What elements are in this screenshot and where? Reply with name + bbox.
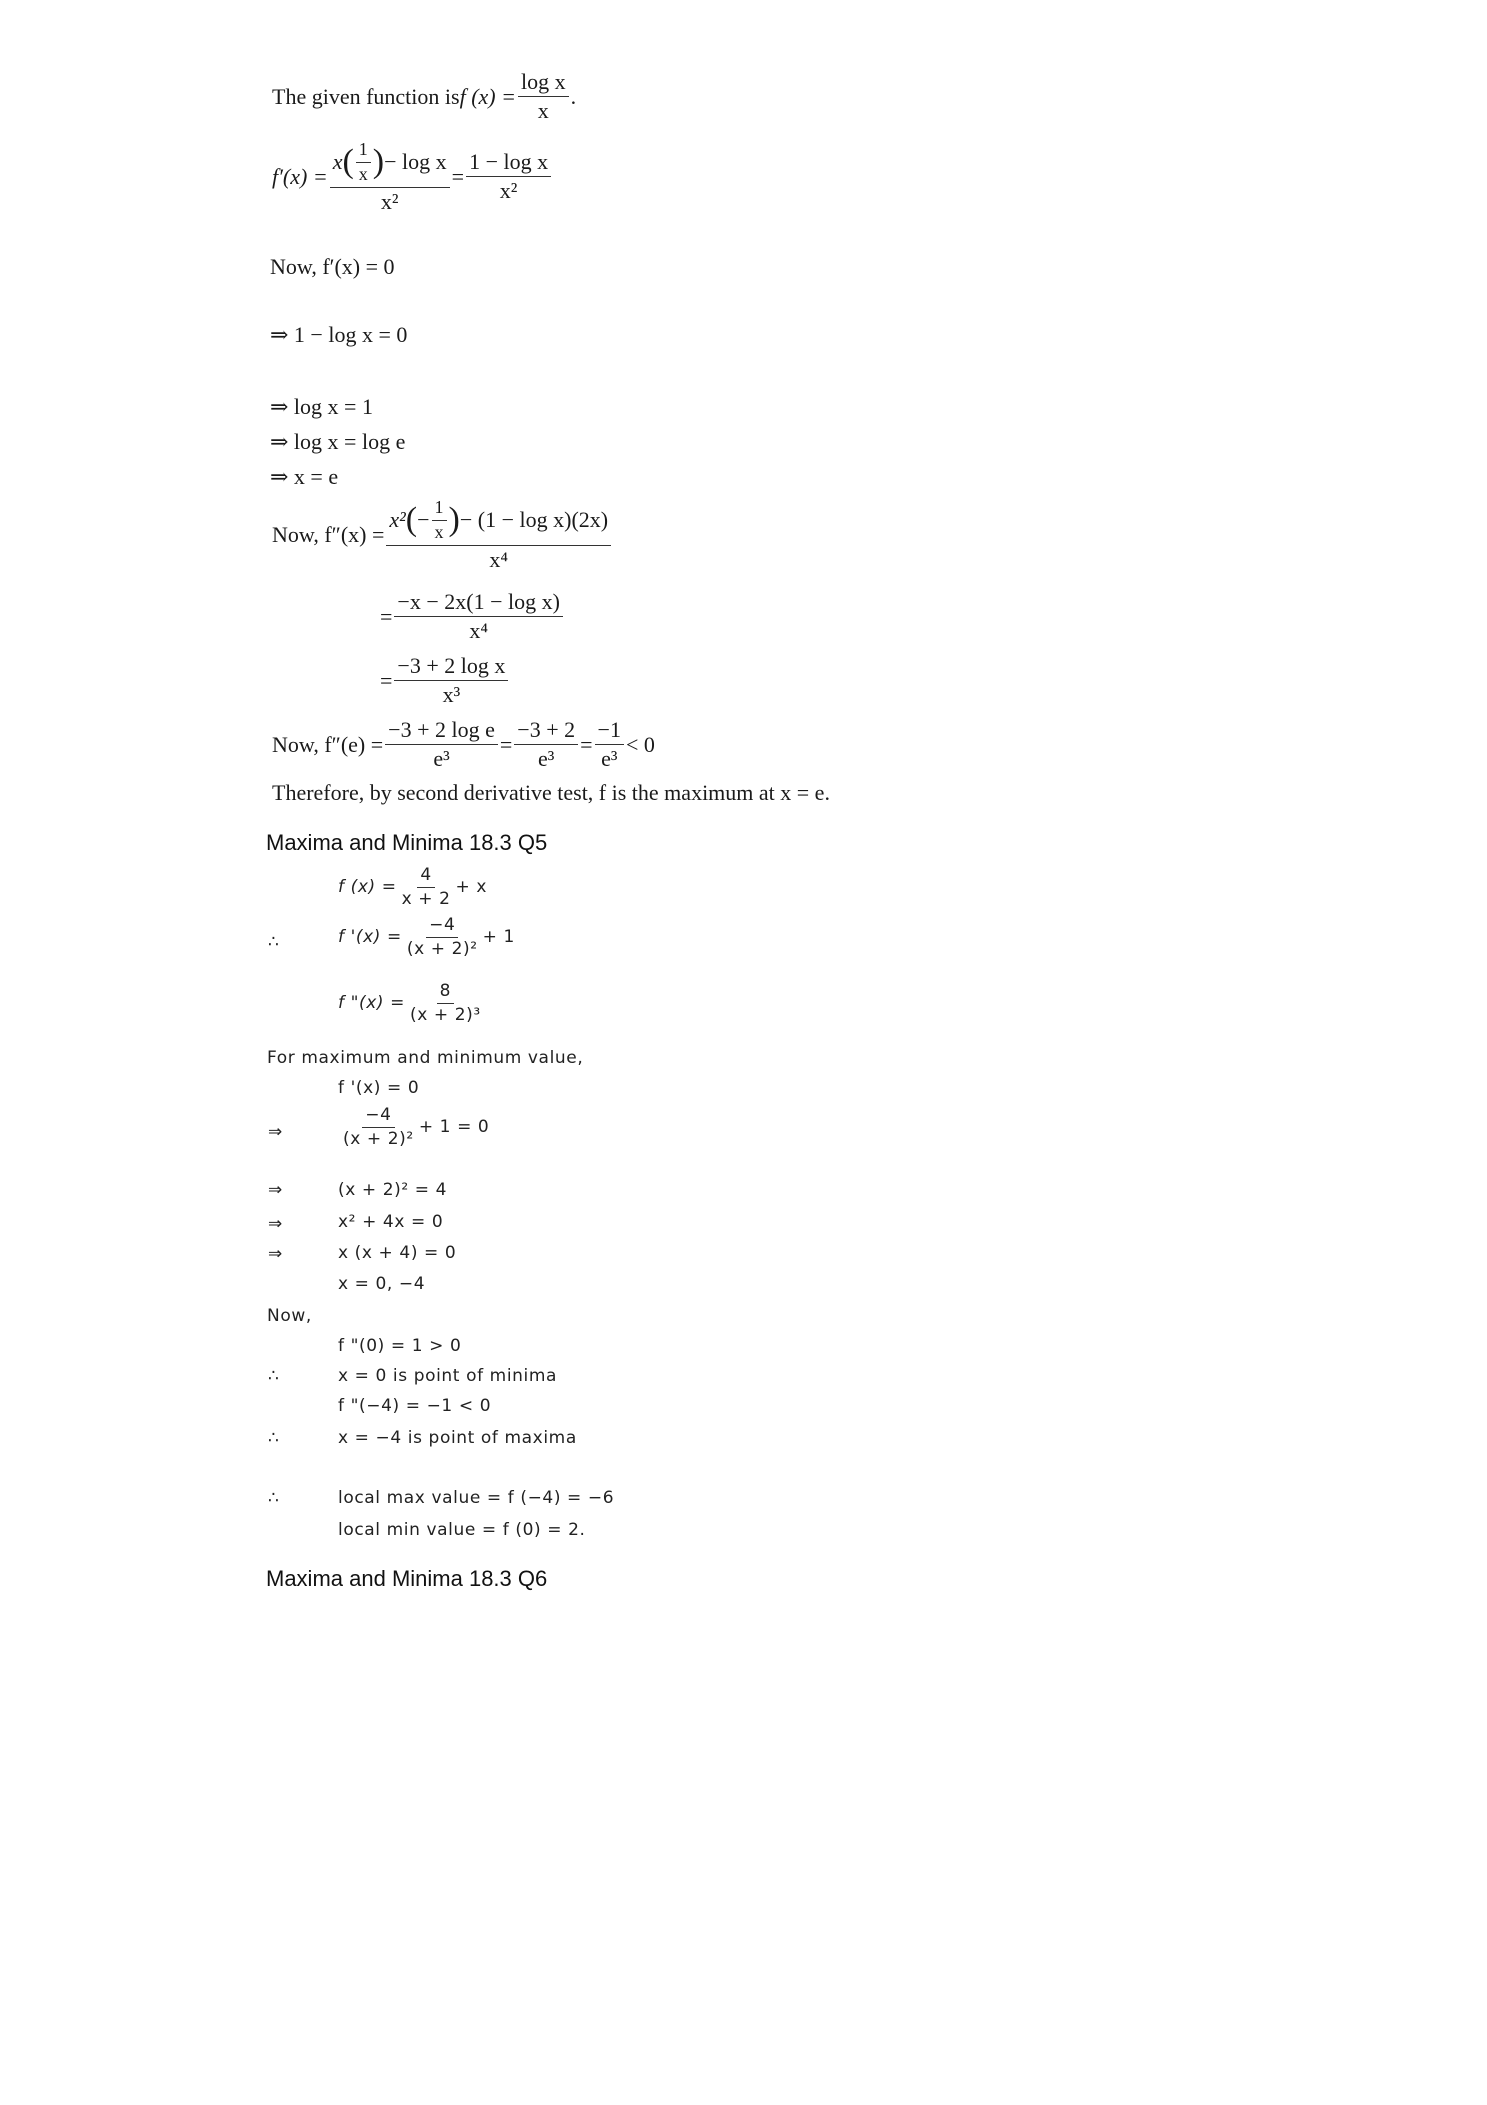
q5-f1-den: (x + 2)² xyxy=(406,938,478,959)
fprime-inner-fraction xyxy=(356,140,371,185)
fdd-e-frac3 xyxy=(595,718,624,771)
equals-sign: = xyxy=(580,731,593,757)
fdd-inner-den: x xyxy=(434,521,444,542)
fprime-x: x xyxy=(332,149,343,175)
intro-frac-num: log x xyxy=(518,70,569,97)
q5-f1-tail: + 1 xyxy=(482,927,515,948)
fdd-num-b: − (1 − log x)(2x) xyxy=(459,507,609,533)
for-max-min-text: For maximum and minimum value, xyxy=(267,1048,584,1068)
q5-f-num: 4 xyxy=(417,866,434,888)
fprime-fraction xyxy=(330,140,450,214)
f-x-label: f (x) = xyxy=(459,83,516,109)
q5-step2: (x + 2)² = 4 xyxy=(338,1180,448,1200)
fdd-step2-den: x⁴ xyxy=(469,618,488,644)
intro-frac-den: x xyxy=(537,98,549,124)
q5-step3: x² + 4x = 0 xyxy=(338,1212,444,1232)
fdd-step2-num: −x − 2x(1 − log x) xyxy=(394,590,563,617)
equals-sign: = xyxy=(380,667,393,693)
q6-heading: Maxima and Minima 18.3 Q6 xyxy=(266,1566,548,1591)
fdd-num-a: x² xyxy=(389,507,406,533)
fdd-inner-num: 1 xyxy=(432,498,447,521)
q5-test1: f "(0) = 1 > 0 xyxy=(338,1336,462,1356)
fdd-den: x⁴ xyxy=(489,546,509,572)
equals-sign: = xyxy=(499,731,513,757)
q5-s1-tail: + 1 = 0 xyxy=(418,1117,490,1138)
paren-close: ) xyxy=(448,501,460,539)
q5-step5: x = 0, −4 xyxy=(338,1274,426,1294)
implies-symbol: ⇒ xyxy=(268,1122,283,1142)
paren-open: ( xyxy=(405,501,418,539)
q5-f1-num: −4 xyxy=(426,916,458,938)
q5-f1-lhs: f '(x) = xyxy=(338,927,402,948)
q5-f1-fraction xyxy=(404,916,481,958)
q5-step1 xyxy=(338,1106,489,1148)
intro-fraction xyxy=(518,70,569,123)
q5-f1-zero: f '(x) = 0 xyxy=(338,1078,420,1098)
implies-line-1: ⇒ 1 − log x = 0 xyxy=(270,322,408,347)
fdd-e-lhs: Now, f″(e) = xyxy=(272,731,384,757)
now-fprime-zero: Now, f′(x) = 0 xyxy=(270,254,395,279)
fdd-equation xyxy=(272,498,613,572)
q5-test5: local max value = f (−4) = −6 xyxy=(338,1488,615,1508)
fprime-result-fraction xyxy=(466,150,551,203)
q5-s1-num: −4 xyxy=(362,1106,394,1128)
implies-line-3: ⇒ log x = log e xyxy=(270,429,406,454)
fprime-lhs: f′(x) = xyxy=(272,163,328,189)
fdd-e-num1: −3 + 2 log e xyxy=(385,718,498,745)
fprime-res-num: 1 − log x xyxy=(466,150,551,177)
q5-s1-fraction xyxy=(340,1106,417,1148)
q5-f2-lhs: f "(x) = xyxy=(338,993,405,1014)
q5-test3: f "(−4) = −1 < 0 xyxy=(338,1396,492,1416)
fprime-num xyxy=(330,140,450,188)
fprime-res-den: x² xyxy=(499,178,518,204)
fdd-step3-den: x³ xyxy=(442,682,461,708)
fdd-fraction xyxy=(386,498,611,572)
fdd-e-den3: e³ xyxy=(601,746,618,772)
q5-now: Now, xyxy=(267,1306,312,1326)
q5-test4: x = −4 is point of maxima xyxy=(338,1428,577,1448)
q5-f2-den: (x + 2)³ xyxy=(409,1004,481,1025)
fdd-step3-num: −3 + 2 log x xyxy=(394,654,508,681)
fprime-inner-num: 1 xyxy=(356,140,371,163)
paren-close: ) xyxy=(372,143,385,181)
fdd-lhs: Now, f″(x) = xyxy=(272,521,385,547)
fdd-step3 xyxy=(380,654,510,707)
q5-f-def xyxy=(338,866,487,908)
paren-open: ( xyxy=(342,143,354,181)
q5-f2-num: 8 xyxy=(437,982,454,1004)
q5-s1-den: (x + 2)² xyxy=(343,1128,414,1149)
fdd-e-tail: < 0 xyxy=(625,731,655,757)
q5-f2-fraction xyxy=(407,982,484,1024)
therefore-symbol: ∴ xyxy=(268,1428,280,1448)
fdd-e-den2: e³ xyxy=(538,746,555,772)
fdd-step3-fraction xyxy=(394,654,508,707)
fdd-e-den1: e³ xyxy=(433,746,450,772)
implies-line-2: ⇒ log x = 1 xyxy=(270,394,373,419)
equals-sign: = xyxy=(380,603,393,629)
intro-text: The given function is xyxy=(272,83,460,109)
intro-line xyxy=(272,70,576,123)
conclusion-text: Therefore, by second derivative test, f is the maximum at x = e. xyxy=(272,780,830,805)
therefore-symbol: ∴ xyxy=(268,932,280,952)
q5-f-fraction xyxy=(399,866,454,908)
fdd-e-frac1 xyxy=(385,718,498,771)
minus-sign: − xyxy=(417,507,430,533)
q5-f-den: x + 2 xyxy=(401,888,451,909)
fprime-den: x² xyxy=(380,188,399,214)
fdd-num xyxy=(386,498,611,546)
fdd-at-e xyxy=(272,718,655,771)
q5-test2: x = 0 is point of minima xyxy=(338,1366,558,1386)
implies-line-4: ⇒ x = e xyxy=(270,464,339,489)
fprime-inner-den: x xyxy=(358,163,368,184)
fdd-e-num2: −3 + 2 xyxy=(514,718,578,745)
q5-f-lhs: f (x) = xyxy=(338,877,397,898)
q5-heading: Maxima and Minima 18.3 Q5 xyxy=(266,830,548,855)
q5-step4: x (x + 4) = 0 xyxy=(338,1243,457,1263)
fdd-e-num3: −1 xyxy=(595,718,624,745)
q5-f2-def xyxy=(338,982,486,1024)
fdd-e-frac2 xyxy=(514,718,578,771)
fdd-step2 xyxy=(380,590,565,643)
implies-symbol: ⇒ xyxy=(268,1214,283,1234)
therefore-symbol: ∴ xyxy=(268,1488,280,1508)
q5-test6: local min value = f (0) = 2. xyxy=(338,1520,586,1540)
intro-period: . xyxy=(570,83,577,109)
therefore-symbol: ∴ xyxy=(268,1366,280,1386)
fdd-step2-fraction xyxy=(394,590,563,643)
implies-symbol: ⇒ xyxy=(268,1244,283,1264)
implies-symbol: ⇒ xyxy=(268,1180,283,1200)
fdd-inner-fraction xyxy=(432,498,447,543)
fprime-equation xyxy=(272,140,553,214)
q5-f1-def xyxy=(338,916,515,958)
q5-f-tail: + x xyxy=(455,877,488,898)
equals-sign: = xyxy=(451,163,465,189)
fprime-minus-log: − log x xyxy=(384,149,447,175)
